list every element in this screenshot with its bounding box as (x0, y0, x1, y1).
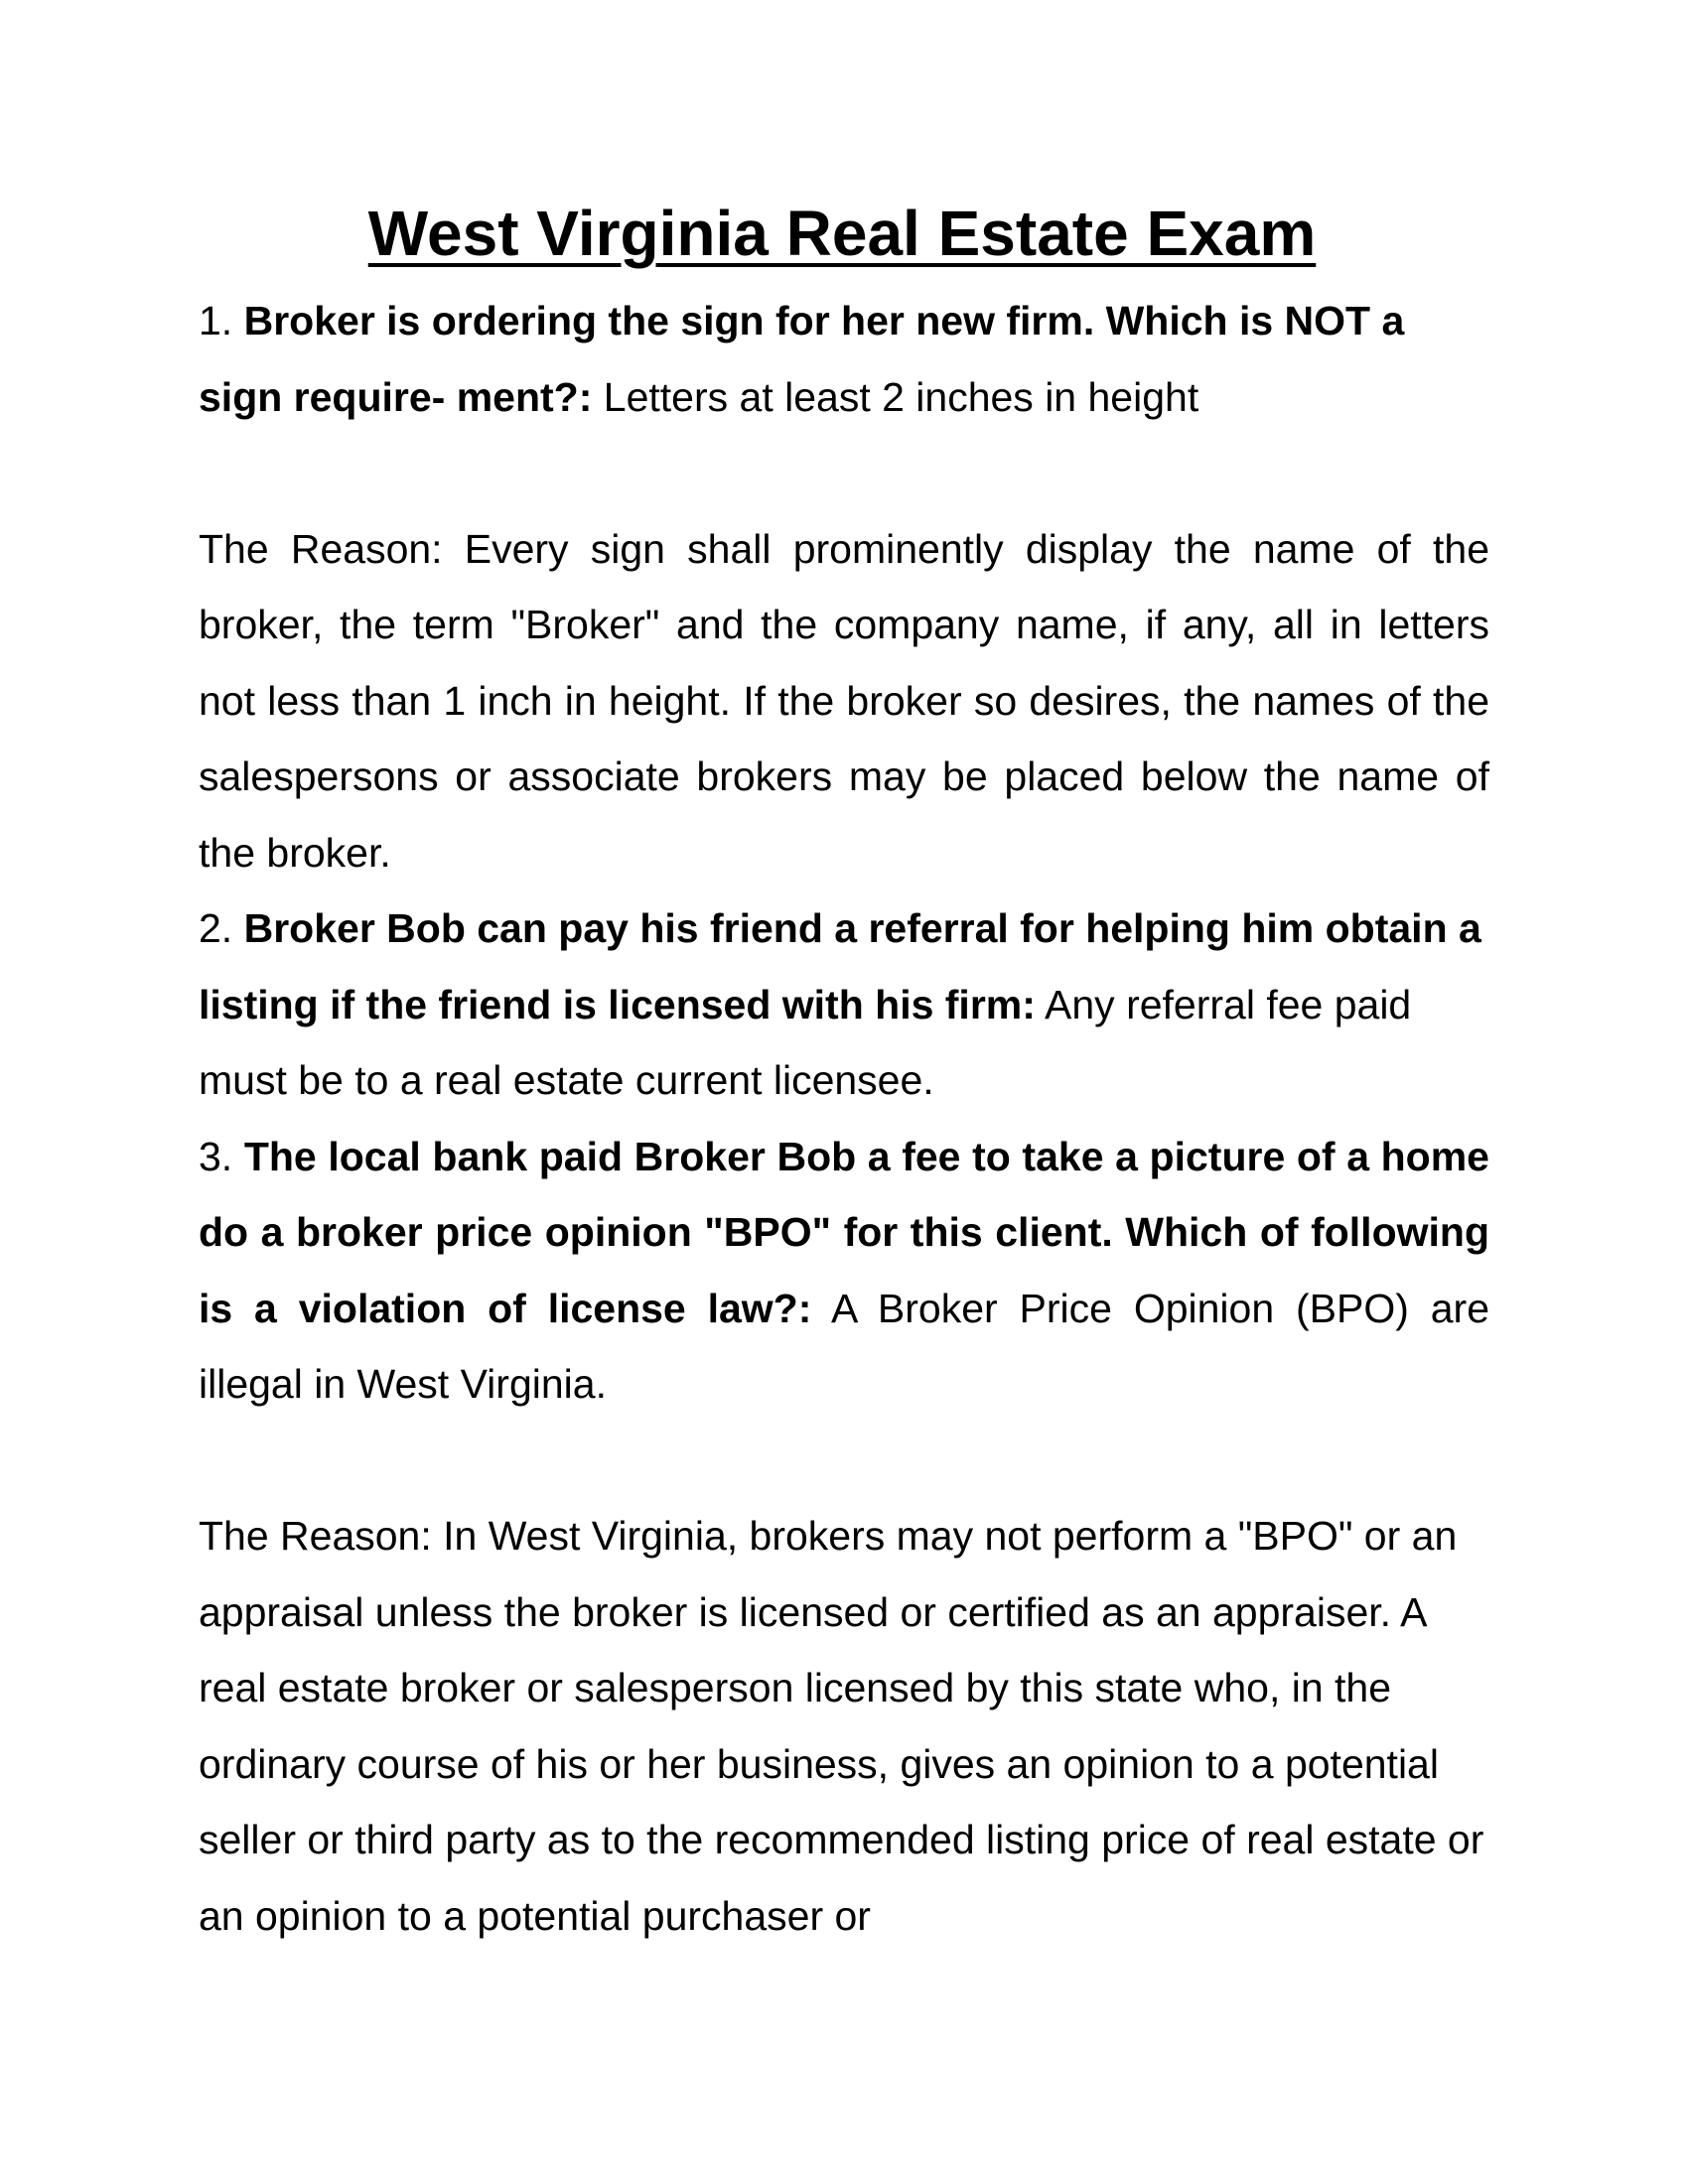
question-number: 2. (199, 905, 233, 951)
question-prompt: The local bank paid Broker Bob a fee to take a picture of a home do a broker price opinion "BPO" for this client. Which of following is a violation of license law?: (199, 1133, 1489, 1331)
question-answer: A Broker Price Opinion (BPO) are illegal in West Virginia. (199, 1285, 1489, 1407)
question-1-reason: The Reason: Every sign shall prominently display the name of the broker, the term "Broker" and the company name, if any, all in letters not less than 1 inch in height. If the broker so desires, the names of the salespersons or associate brokers may be placed below the name of the broker. (199, 525, 1489, 876)
question-number: 1. (199, 298, 233, 343)
blank-line (199, 435, 1489, 511)
question-3 (199, 1119, 1489, 1423)
question-answer: Letters at least 2 inches in height (603, 373, 1199, 420)
question-2 (199, 890, 1489, 1119)
question-prompt: Broker Bob can pay his friend a referral for helping him obtain a listing if the friend is licensed with his firm: (199, 905, 1481, 1027)
document-content (199, 194, 1489, 1954)
question-answer: Any referral fee paid must be to a real estate current licensee. (199, 981, 1412, 1103)
question-1 (199, 283, 1489, 435)
document-title: West Virginia Real Estate Exam (367, 198, 1317, 269)
question-number: 3. (199, 1133, 233, 1179)
question-prompt: Broker is ordering the sign for her new firm. Which is NOT a sign require- ment?: (199, 298, 1405, 420)
question-3-reason: The Reason: In West Virginia, brokers may not perform a "BPO" or an appraisal unless the broker is licensed or certified as an appraiser. A real estate broker or salesperson licensed by this state who, in the ordinary course of his or her business, gives an opinion to a potential seller or third party as to the recommended listing price of real estate or an opinion to a potential purchaser or (199, 1513, 1484, 1939)
blank-line (199, 1423, 1489, 1499)
